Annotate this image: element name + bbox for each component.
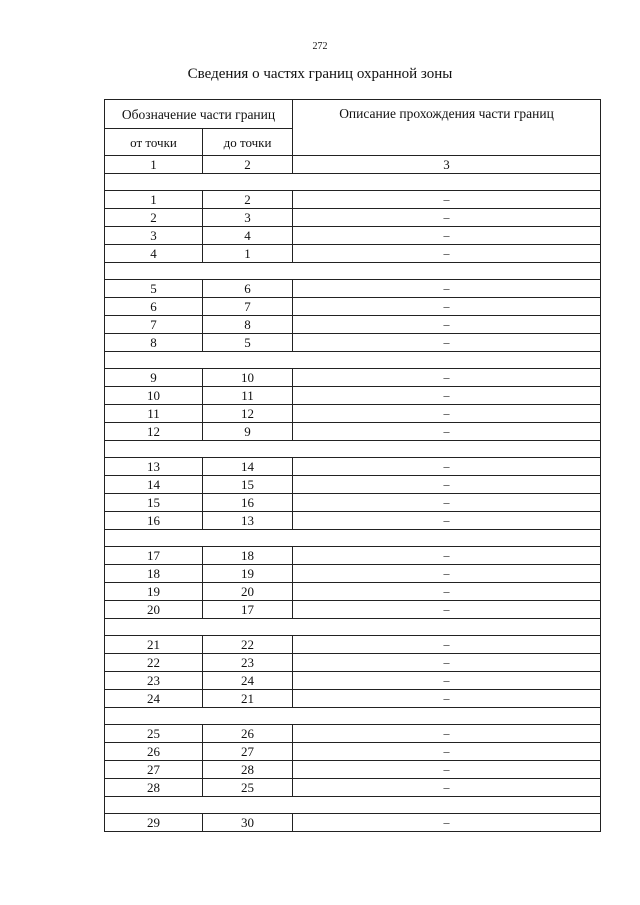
table-row [105,636,601,654]
table-row [105,245,601,263]
to-point-cell: 18 [203,547,293,565]
table-row [105,583,601,601]
to-point-cell: 13 [203,512,293,530]
separator-cell [105,174,601,191]
from-point-cell: 19 [105,583,203,601]
table-row [105,779,601,797]
to-point-cell: 21 [203,690,293,708]
description-cell: – [293,636,601,654]
description-cell: – [293,494,601,512]
table-header-row [105,100,601,129]
group-separator-row [105,174,601,191]
table-row [105,725,601,743]
from-point-cell: 10 [105,387,203,405]
description-cell: – [293,672,601,690]
from-point-cell: 21 [105,636,203,654]
from-point-cell: 14 [105,476,203,494]
from-point-cell: 25 [105,725,203,743]
description-cell: – [293,583,601,601]
description-cell: – [293,761,601,779]
to-point-cell: 9 [203,423,293,441]
to-point-cell: 24 [203,672,293,690]
from-point-cell: 20 [105,601,203,619]
description-cell: – [293,387,601,405]
separator-cell [105,441,601,458]
from-point-cell: 23 [105,672,203,690]
table-row [105,387,601,405]
description-cell: – [293,316,601,334]
header-boundary-part-designation: Обозначение части границ [105,100,293,129]
boundary-parts-table [104,99,601,832]
description-cell: – [293,690,601,708]
group-separator-row [105,352,601,369]
table-row [105,672,601,690]
to-point-cell: 30 [203,814,293,832]
from-point-cell: 13 [105,458,203,476]
document-title: Сведения о частях границ охранной зоны [187,66,453,82]
table-row [105,405,601,423]
description-cell: – [293,654,601,672]
separator-cell [105,352,601,369]
description-cell: – [293,601,601,619]
from-point-cell: 22 [105,654,203,672]
description-cell: – [293,779,601,797]
to-point-cell: 3 [203,209,293,227]
to-point-cell: 10 [203,369,293,387]
column-number-row [105,156,601,174]
to-point-cell: 20 [203,583,293,601]
table-row [105,761,601,779]
from-point-cell: 16 [105,512,203,530]
description-cell: – [293,245,601,263]
description-cell: – [293,423,601,441]
to-point-cell: 26 [203,725,293,743]
to-point-cell: 12 [203,405,293,423]
from-point-cell: 4 [105,245,203,263]
separator-cell [105,530,601,547]
table-row [105,494,601,512]
table-row [105,423,601,441]
from-point-cell: 24 [105,690,203,708]
to-point-cell: 22 [203,636,293,654]
table-row [105,743,601,761]
page-number: 272 [312,41,328,52]
column-number: 1 [105,156,203,174]
table-row [105,191,601,209]
to-point-cell: 6 [203,280,293,298]
to-point-cell: 2 [203,191,293,209]
group-separator-row [105,441,601,458]
separator-cell [105,619,601,636]
description-cell: – [293,565,601,583]
table-row [105,512,601,530]
to-point-cell: 19 [203,565,293,583]
table-row [105,458,601,476]
separator-cell [105,263,601,280]
group-separator-row [105,797,601,814]
from-point-cell: 28 [105,779,203,797]
description-cell: – [293,725,601,743]
separator-cell [105,708,601,725]
table-row [105,334,601,352]
table-row [105,601,601,619]
header-from-point: от точки [105,129,203,156]
from-point-cell: 15 [105,494,203,512]
from-point-cell: 27 [105,761,203,779]
group-separator-row [105,619,601,636]
to-point-cell: 15 [203,476,293,494]
to-point-cell: 4 [203,227,293,245]
table-row [105,654,601,672]
column-number: 2 [203,156,293,174]
group-separator-row [105,263,601,280]
from-point-cell: 29 [105,814,203,832]
description-cell: – [293,547,601,565]
table-row [105,476,601,494]
table-row [105,280,601,298]
to-point-cell: 8 [203,316,293,334]
description-cell: – [293,743,601,761]
table-row [105,316,601,334]
to-point-cell: 7 [203,298,293,316]
from-point-cell: 3 [105,227,203,245]
from-point-cell: 26 [105,743,203,761]
from-point-cell: 18 [105,565,203,583]
table-row [105,298,601,316]
column-number: 3 [293,156,601,174]
header-to-point: до точки [203,129,293,156]
description-cell: – [293,405,601,423]
table-row [105,690,601,708]
from-point-cell: 7 [105,316,203,334]
table-row [105,814,601,832]
description-cell: – [293,298,601,316]
to-point-cell: 16 [203,494,293,512]
to-point-cell: 25 [203,779,293,797]
from-point-cell: 1 [105,191,203,209]
to-point-cell: 27 [203,743,293,761]
description-cell: – [293,458,601,476]
from-point-cell: 8 [105,334,203,352]
from-point-cell: 9 [105,369,203,387]
group-separator-row [105,708,601,725]
description-cell: – [293,476,601,494]
from-point-cell: 6 [105,298,203,316]
header-boundary-description: Описание прохождения части границ [293,100,601,156]
description-cell: – [293,512,601,530]
from-point-cell: 12 [105,423,203,441]
to-point-cell: 14 [203,458,293,476]
table-row [105,547,601,565]
from-point-cell: 17 [105,547,203,565]
to-point-cell: 1 [203,245,293,263]
to-point-cell: 28 [203,761,293,779]
table-row [105,227,601,245]
to-point-cell: 23 [203,654,293,672]
description-cell: – [293,227,601,245]
description-cell: – [293,369,601,387]
from-point-cell: 11 [105,405,203,423]
to-point-cell: 11 [203,387,293,405]
separator-cell [105,797,601,814]
description-cell: – [293,280,601,298]
from-point-cell: 2 [105,209,203,227]
to-point-cell: 5 [203,334,293,352]
from-point-cell: 5 [105,280,203,298]
group-separator-row [105,530,601,547]
table-row [105,369,601,387]
table-row [105,565,601,583]
description-cell: – [293,814,601,832]
description-cell: – [293,334,601,352]
to-point-cell: 17 [203,601,293,619]
table-row [105,209,601,227]
description-cell: – [293,191,601,209]
description-cell: – [293,209,601,227]
